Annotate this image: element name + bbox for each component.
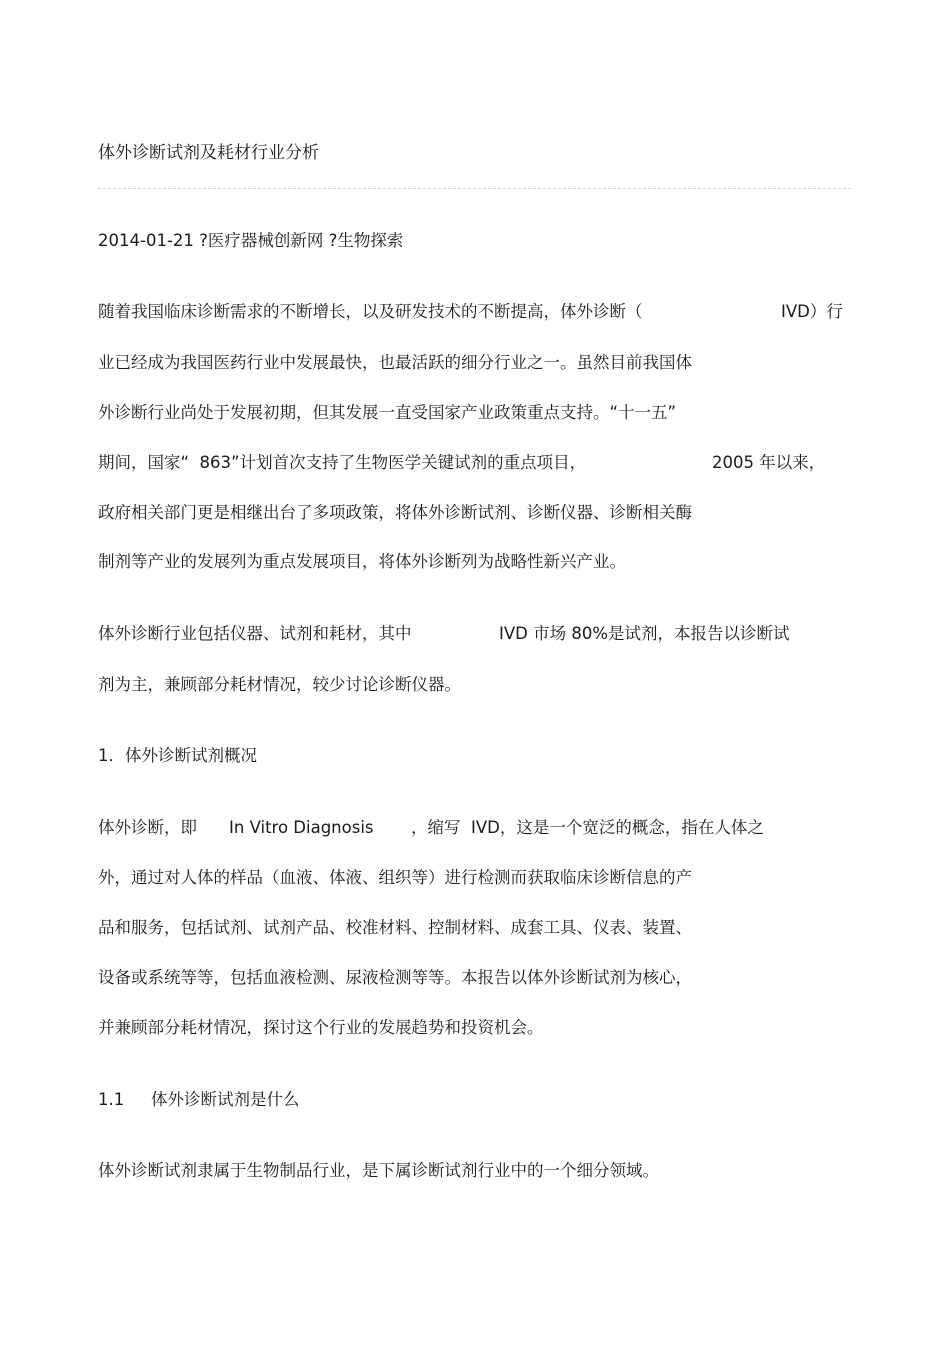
paragraph-line: 外诊断行业尚处于发展初期，但其发展一直受国家产业政策重点支持。“十一五” — [98, 403, 677, 422]
article-meta: 2014-01-21 ?医疗器械创新网 ?生物探索 — [98, 231, 404, 250]
paragraph-line: 制剂等产业的发展列为重点发展项目，将体外诊断列为战略性新兴产业。 — [98, 552, 626, 571]
text-segment: 体外诊断行业包括仪器、试剂和耗材，其中 — [98, 624, 412, 643]
paragraph-line: 外，通过对人体的样品（血液、体液、组织等）进行检测而获取临床诊断信息的产 — [98, 868, 692, 887]
title-divider — [98, 188, 851, 189]
text-segment: 体外诊断，即 — [98, 818, 197, 837]
heading-text: 体外诊断试剂是什么 — [151, 1090, 300, 1109]
heading-number: 1.1 — [98, 1090, 125, 1109]
text-segment: IVD）行 — [781, 302, 843, 321]
paragraph-4: 体外诊断试剂隶属于生物制品行业，是下属诊断试剂行业中的一个细分领域。 — [98, 1161, 659, 1180]
paragraph-line — [98, 816, 764, 840]
paragraph-line: 品和服务，包括试剂、试剂产品、校准材料、控制材料、成套工具、仪表、装置、 — [98, 918, 692, 937]
text-segment: In Vitro Diagnosis — [229, 818, 374, 837]
paragraph-line — [98, 451, 826, 475]
paragraph-line: 剂为主，兼顾部分耗材情况，较少讨论诊断仪器。 — [98, 675, 461, 694]
text-segment: 随着我国临床诊断需求的不断增长，以及研发技术的不断提高，体外诊断（ — [98, 302, 643, 321]
article-title: 体外诊断试剂及耗材行业分析 — [98, 143, 319, 163]
paragraph-line — [98, 300, 843, 324]
paragraph-line: 设备或系统等等，包括血液检测、尿液检测等等。本报告以体外诊断试剂为核心， — [98, 968, 692, 987]
subsection-heading — [98, 1088, 300, 1112]
paragraph-line — [98, 622, 790, 646]
text-segment: ，缩写 IVD，这是一个宽泛的概念，指在人体之 — [411, 818, 764, 837]
text-segment: IVD 市场 80%是试剂，本报告以诊断试 — [499, 624, 790, 643]
text-segment: 期间，国家“ 863”计划首次支持了生物医学关键试剂的重点项目， — [98, 453, 587, 472]
text-segment: 2005 年以来， — [712, 453, 826, 472]
paragraph-line: 政府相关部门更是相继出台了多项政策，将体外诊断试剂、诊断仪器、诊断相关酶 — [98, 503, 692, 522]
section-heading: 1．体外诊断试剂概况 — [98, 746, 257, 765]
paragraph-line: 业已经成为我国医药行业中发展最快，也最活跃的细分行业之一。虽然目前我国体 — [98, 353, 692, 372]
paragraph-line: 并兼顾部分耗材情况，探讨这个行业的发展趋势和投资机会。 — [98, 1018, 544, 1037]
